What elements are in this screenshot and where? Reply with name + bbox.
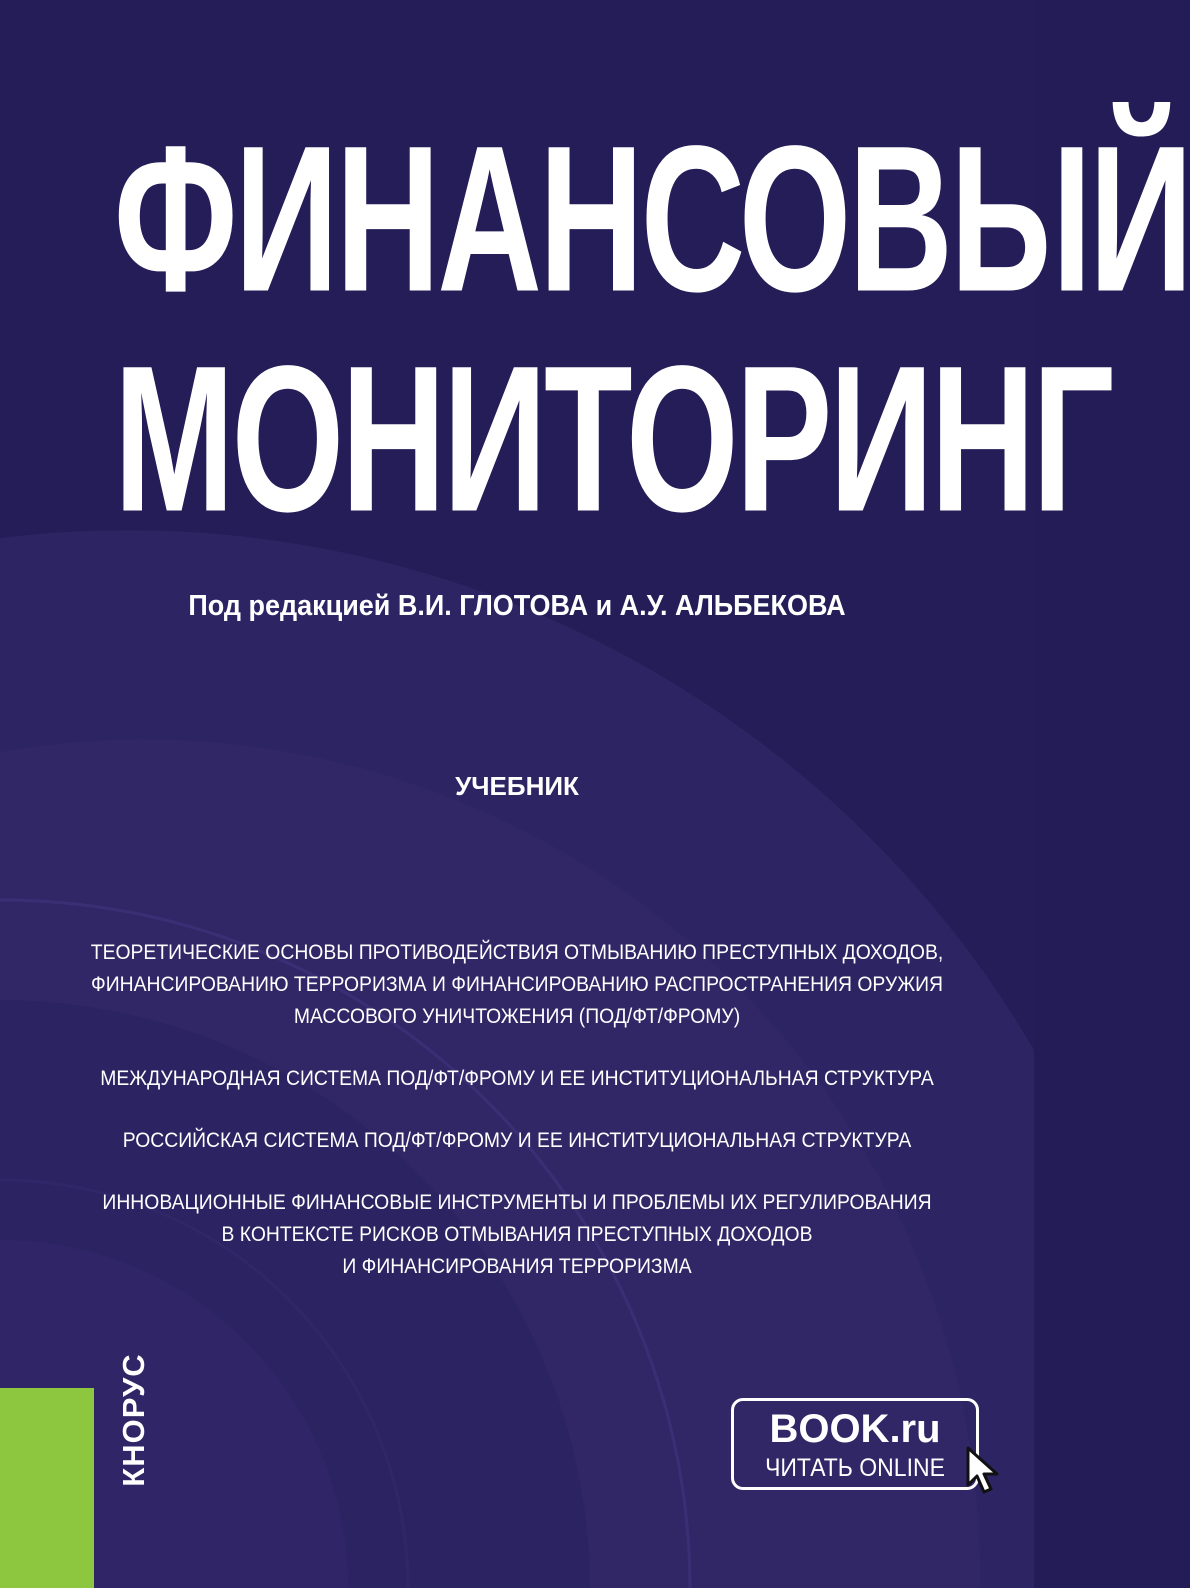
- genre-label: УЧЕБНИК: [455, 771, 579, 801]
- topic-item: [30, 936, 1004, 1032]
- bookru-badge[interactable]: [731, 1398, 979, 1490]
- topic-line: РОССИЙСКАЯ СИСТЕМА ПОД/ФТ/ФРОМУ И ЕЕ ИНСТИТУЦИОНАЛЬНАЯ СТРУКТУРА: [122, 1128, 912, 1152]
- topic-line: ИННОВАЦИОННЫЕ ФИНАНСОВЫЕ ИНСТРУМЕНТЫ И ПРОБЛЕМЫ ИХ РЕГУЛИРОВАНИЯ: [102, 1190, 932, 1214]
- title-line-2: МОНИТОРИНГ: [113, 323, 1112, 556]
- topic-line: ФИНАНСИРОВАНИЮ ТЕРРОРИЗМА И ФИНАНСИРОВАНИЮ РАСПРОСТРАНЕНИЯ ОРУЖИЯ: [91, 972, 943, 996]
- publisher-color-bar: [0, 1388, 94, 1588]
- title-line-1: ФИНАНСОВЫЙ: [113, 103, 1190, 336]
- badge-subtitle: ЧИТАТЬ ONLINE: [765, 1454, 945, 1482]
- topic-line: В КОНТЕКСТЕ РИСКОВ ОТМЫВАНИЯ ПРЕСТУПНЫХ ДОХОДОВ: [221, 1222, 813, 1246]
- topic-item: [30, 1186, 1004, 1282]
- topic-item: [30, 1062, 1004, 1094]
- editors-line: Под редакцией В.И. ГЛОТОВА и А.У. АЛЬБЕКОВА: [188, 590, 846, 622]
- topics-list: [30, 936, 1004, 1312]
- topic-line: И ФИНАНСИРОВАНИЯ ТЕРРОРИЗМА: [342, 1254, 692, 1278]
- cursor-icon: [965, 1445, 1005, 1497]
- topic-line: МАССОВОГО УНИЧТОЖЕНИЯ (ПОД/ФТ/ФРОМУ): [293, 1004, 741, 1028]
- badge-name: BOOK.ru: [769, 1407, 941, 1451]
- topic-item: [30, 1124, 1004, 1156]
- topic-line: МЕЖДУНАРОДНАЯ СИСТЕМА ПОД/ФТ/ФРОМУ И ЕЕ ИНСТИТУЦИОНАЛЬНАЯ СТРУКТУРА: [100, 1066, 934, 1090]
- topic-line: ТЕОРЕТИЧЕСКИЕ ОСНОВЫ ПРОТИВОДЕЙСТВИЯ ОТМЫВАНИЮ ПРЕСТУПНЫХ ДОХОДОВ,: [90, 940, 944, 964]
- publisher-logo: КНОРУС: [116, 1353, 151, 1487]
